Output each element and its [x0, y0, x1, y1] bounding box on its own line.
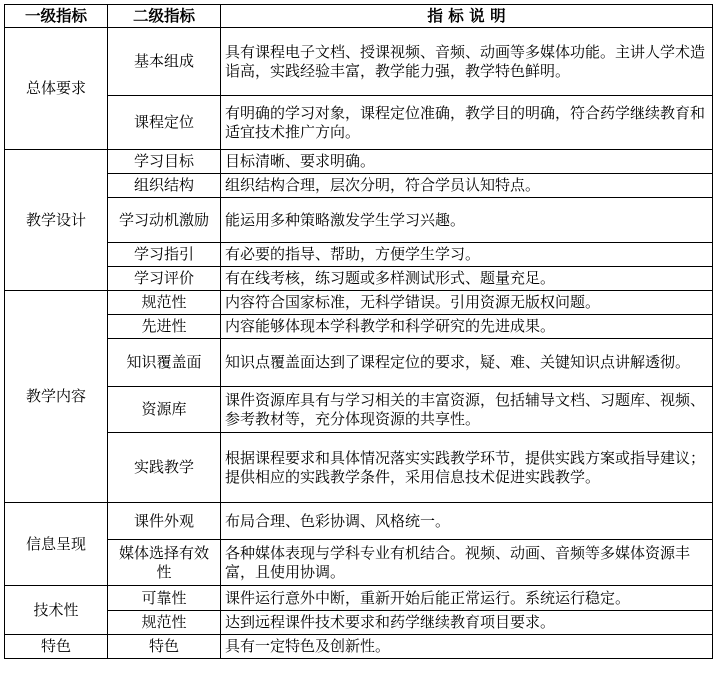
header-level2: 二级指标: [108, 5, 221, 28]
level2-cell: 先进性: [108, 315, 221, 339]
table-row: [5, 96, 713, 150]
level1-cell: 教学内容: [5, 291, 108, 503]
header-row: [5, 5, 713, 28]
header-level1: 一级指标: [5, 5, 108, 28]
level2-cell: 学习目标: [108, 150, 221, 174]
table-row: [5, 339, 713, 387]
level2-cell: 实践教学: [108, 433, 221, 503]
table-row: [5, 243, 713, 267]
level2-cell: 课件外观: [108, 503, 221, 540]
table-row: [5, 174, 713, 198]
level2-cell: 知识覆盖面: [108, 339, 221, 387]
table-row: [5, 503, 713, 540]
description-cell: 课件运行意外中断，重新开始后能正常运行。系统运行稳定。: [221, 586, 713, 611]
description-cell: 具有课程电子文档、授课视频、音频、动画等多媒体功能。主讲人学术造诣高，实践经验丰富，教学能力强，教学特色鲜明。: [221, 28, 713, 96]
level2-cell: 课程定位: [108, 96, 221, 150]
description-cell: 各种媒体表现与学科专业有机结合。视频、动画、音频等多媒体资源丰富，且使用协调。: [221, 540, 713, 586]
level1-cell: 信息呈现: [5, 503, 108, 586]
level2-cell: 学习动机激励: [108, 198, 221, 243]
description-cell: 课件资源库具有与学习相关的丰富资源，包括辅导文档、习题库、视频、参考教材等，充分体现资源的共享性。: [221, 387, 713, 433]
table-row: [5, 28, 713, 96]
description-cell: 有在线考核，练习题或多样测试形式、题量充足。: [221, 267, 713, 291]
description-cell: 内容能够体现本学科教学和科学研究的先进成果。: [221, 315, 713, 339]
description-cell: 有明确的学习对象，课程定位准确，教学目的明确，符合药学继续教育和适宜技术推广方向。: [221, 96, 713, 150]
table-row: [5, 635, 713, 659]
table-row: [5, 150, 713, 174]
level2-cell: 学习指引: [108, 243, 221, 267]
table-row: [5, 267, 713, 291]
table-row: [5, 586, 713, 611]
level2-cell: 资源库: [108, 387, 221, 433]
level2-cell: 特色: [108, 635, 221, 659]
table-row: [5, 540, 713, 586]
header-description: 指 标 说 明: [221, 5, 713, 28]
table-row: [5, 387, 713, 433]
description-cell: 根据课程要求和具体情况落实实践教学环节，提供实践方案或指导建议；提供相应的实践教学条件，采用信息技术促进实践教学。: [221, 433, 713, 503]
table-row: [5, 433, 713, 503]
description-cell: 能运用多种策略激发学生学习兴趣。: [221, 198, 713, 243]
level2-cell: 媒体选择有效性: [108, 540, 221, 586]
table-row: [5, 198, 713, 243]
level2-cell: 组织结构: [108, 174, 221, 198]
evaluation-index-table: [4, 4, 713, 659]
description-cell: 有必要的指导、帮助，方便学生学习。: [221, 243, 713, 267]
level1-cell: 教学设计: [5, 150, 108, 291]
description-cell: 目标清晰、要求明确。: [221, 150, 713, 174]
level2-cell: 基本组成: [108, 28, 221, 96]
level2-cell: 规范性: [108, 291, 221, 315]
table-row: [5, 291, 713, 315]
table-row: [5, 611, 713, 635]
description-cell: 布局合理、色彩协调、风格统一。: [221, 503, 713, 540]
description-cell: 组织结构合理，层次分明，符合学员认知特点。: [221, 174, 713, 198]
level1-cell: 特色: [5, 635, 108, 659]
description-cell: 达到远程课件技术要求和药学继续教育项目要求。: [221, 611, 713, 635]
description-cell: 内容符合国家标准，无科学错误。引用资源无版权问题。: [221, 291, 713, 315]
level2-cell: 规范性: [108, 611, 221, 635]
level1-cell: 总体要求: [5, 28, 108, 150]
level2-cell: 可靠性: [108, 586, 221, 611]
level2-cell: 学习评价: [108, 267, 221, 291]
level1-cell: 技术性: [5, 586, 108, 635]
description-cell: 具有一定特色及创新性。: [221, 635, 713, 659]
table-row: [5, 315, 713, 339]
description-cell: 知识点覆盖面达到了课程定位的要求，疑、难、关键知识点讲解透彻。: [221, 339, 713, 387]
